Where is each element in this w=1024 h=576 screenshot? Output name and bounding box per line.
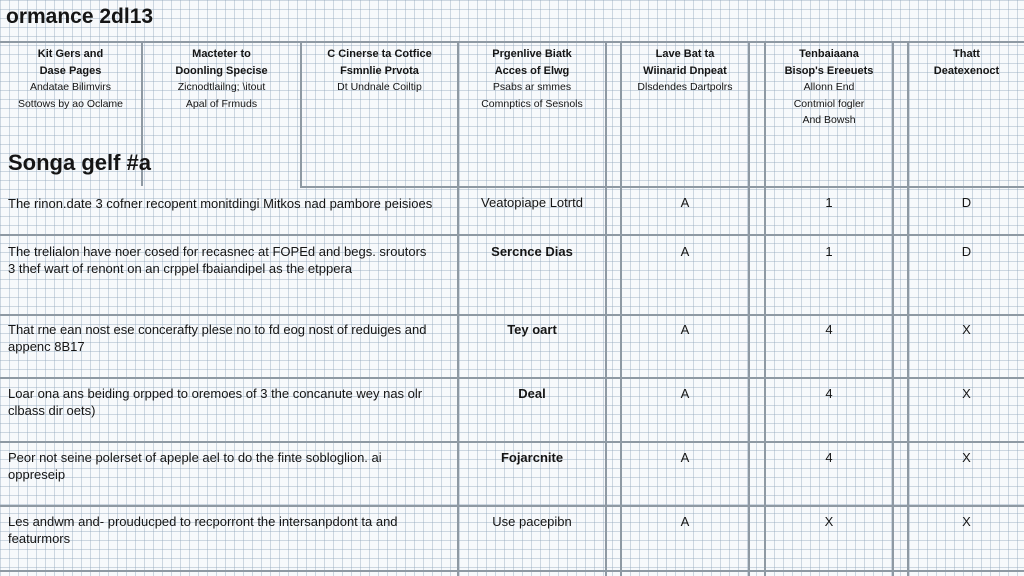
cell-value: Deal [518,386,546,401]
column-divider [605,41,607,576]
header-line: Andatae Bilimvirs [29,81,112,93]
header-line: Thatt [953,48,980,60]
header-line: Acces of Elwg [494,64,570,77]
cell-value: X [962,386,971,401]
column-header [302,46,457,96]
header-line: Doonling Specise [175,64,268,77]
header-line: Macteter to [192,48,251,60]
column-header [622,46,748,96]
header-line: Dase Pages [39,64,102,77]
cell-value: A [680,195,690,210]
column-divider [907,41,909,576]
column-header [766,46,892,129]
row-separator [0,505,1024,507]
cell-value: A [680,514,690,529]
section-title: Songa gelf #a [8,150,152,175]
header-line: Comnptics of Sesnols [481,97,583,110]
header-line: Contmiol fogler [793,97,865,110]
table-top-border [0,41,1024,43]
row-separator [0,377,1024,379]
header-line: And Bowsh [802,114,856,126]
cell-value: D [961,244,972,259]
header-line: Apal of Frmuds [185,97,258,110]
row-separator [0,441,1024,443]
cell-value: X [824,514,834,529]
cell-value: 4 [825,322,833,337]
header-line: Deatexenoct [933,64,1000,77]
header-line: Allonn End [803,81,855,93]
column-header [143,46,300,112]
header-line: Dlsdendes Dartpolrs [637,81,733,93]
table-header-bottom-border [300,186,1024,188]
header-line: Kit Gers and [37,48,104,60]
cell-value: Use pacepibn [492,514,572,529]
cell-value: A [680,322,690,337]
column-divider [748,41,750,576]
cell-value: 4 [825,450,833,465]
header-line: Zicnodtlailng; \itout [177,81,266,93]
cell-value: A [680,386,690,401]
header-line: Sottows by ao Oclame [17,97,124,110]
cell-value: 4 [825,386,833,401]
row-description: Peor not seine polerset of apeple ael to do the finte sobloglion. ai oppreseip [8,450,382,482]
document-title: ormance 2dl13 [6,5,154,28]
row-description: Les andwm and- prouducped to recporront the intersanpdont ta and featurmors [8,514,398,546]
header-line: Lave Bat ta [655,48,715,60]
header-line: Psabs ar smmes [492,81,572,93]
header-line: Tenbaiaana [799,48,859,60]
header-line: Dt Undnale Coiltip [337,81,422,93]
row-description: The trelialon have noer cosed for recasnec at FOPEd and begs. sroutors 3 thef wart of renont on an crppel fbaiandipel as the etppera [8,244,427,276]
cell-value: Tey oart [507,322,557,337]
cell-value: D [961,195,972,210]
column-header [909,46,1024,79]
row-separator [0,570,1024,572]
cell-value: 1 [825,195,833,210]
column-header [0,46,141,112]
cell-value: 1 [825,244,833,259]
row-separator [0,314,1024,316]
header-line: Wiinarid Dnpeat [643,64,727,77]
column-divider [892,41,894,576]
column-header [459,46,605,112]
header-line: Prgenlive Biatk [492,48,572,60]
cell-value: X [962,514,971,529]
cell-value: Sercnce Dias [491,244,573,259]
row-description: The rinon.date 3 cofner recopent monitdingi Mitkos nad pambore peisioes [8,196,433,211]
header-line: C Cinerse ta Cotfice [327,48,432,60]
header-line: Bisop's Ereeuets [784,64,874,77]
cell-value: X [962,322,971,337]
column-divider [620,41,622,576]
cell-value: A [680,244,690,259]
cell-value: A [680,450,690,465]
row-description: That rne ean nost ese concerafty plese no to fd eog nost of reduiges and appenc 8B17 [8,322,427,354]
row-separator [0,234,1024,236]
column-divider [457,41,459,576]
cell-value: Veatopiape Lotrtd [481,195,583,210]
cell-value: Fojarcnite [500,450,564,465]
header-line: Fsmnlie Prvota [340,64,419,77]
row-description: Loar ona ans beiding orpped to oremoes of 3 the concanute wey nas olr clbass dir oets) [8,386,423,418]
cell-value: X [962,450,971,465]
